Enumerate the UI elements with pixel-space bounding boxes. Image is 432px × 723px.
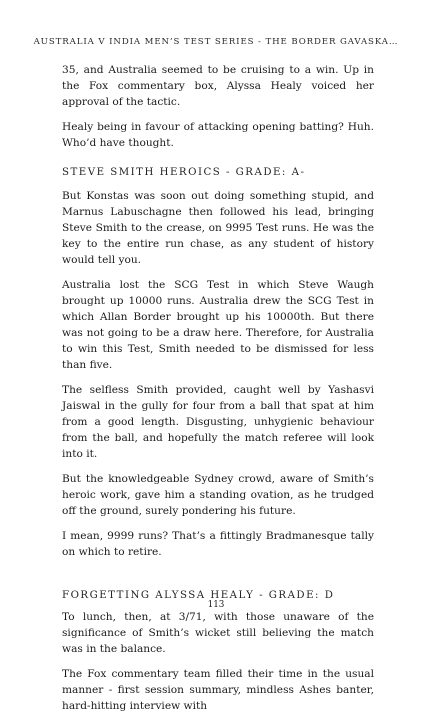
running-header: AUSTRALIA V INDIA MEN’S TEST SERIES - THE BORDER GAVASKA… xyxy=(33,37,399,47)
paragraph: I mean, 9999 runs? That’s a fittingly Bradmanesque tally on which to retire. xyxy=(62,530,374,558)
page-number: 113 xyxy=(207,600,225,610)
paragraph: But Konstas was soon out doing something stupid, and Marnus Labuschagne then followed his lead, bringing Steve Smith to the crease, on 9995 Test runs. He was the key to the entire run chase, as any student of history would tell you. xyxy=(62,190,374,266)
section-heading-forgetting-alyssa-healy: FORGETTING ALYSSA HEALY - GRADE: D xyxy=(62,590,335,601)
body-text xyxy=(62,62,374,723)
section-heading-steve-smith-heroics: STEVE SMITH HEROICS - GRADE: A- xyxy=(62,167,306,178)
paragraph: The selfless Smith provided, caught well by Yashasvi Jaiswal in the gully for four from a ball that spat at him from a good length. Disgusting, unhygienic behaviour from the ball, and hopefully the match referee will look into it. xyxy=(62,384,374,460)
paragraph: To lunch, then, at 3/71, with those unaware of the significance of Smith’s wicket still believing the match was in the balance. xyxy=(62,611,374,655)
paragraph: But the knowledgeable Sydney crowd, aware of Smith’s heroic work, gave him a standing ovation, as he trudged off the ground, surely pondering his future. xyxy=(62,473,374,517)
paragraph: Australia lost the SCG Test in which Steve Waugh brought up 10000 runs. Australia drew the SCG Test in which Allan Border brought up his 10000th. But there was not going to be a draw here. Therefore, for Australia to win this Test, Smith needed to be dismissed for less than five. xyxy=(62,279,374,371)
paragraph: Healy being in favour of attacking opening batting? Huh. Who’d have thought. xyxy=(62,121,374,149)
paragraph: The Fox commentary team filled their time in the usual manner - first session summary, mindless Ashes banter, hard-hitting interview with xyxy=(62,668,374,712)
paragraph: 35, and Australia seemed to be cruising to a win. Up in the Fox commentary box, Alyssa Healy voiced her approval of the tactic. xyxy=(62,64,374,108)
